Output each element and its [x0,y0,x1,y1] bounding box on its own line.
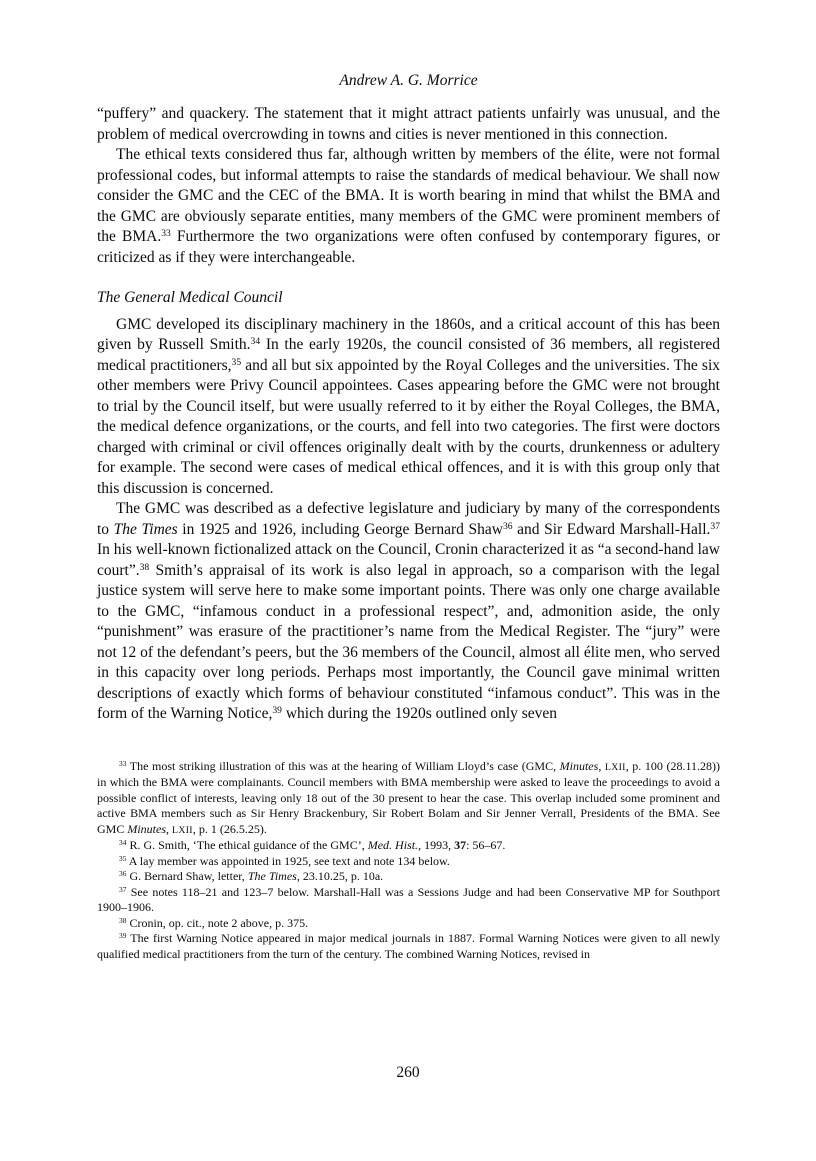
text-segment: Cronin, op. cit., note 2 above, p. 375. [129,915,309,930]
text-segment: The GMC was described as a defective legislature and judiciary by many of the correspondents to [97,500,720,538]
footnote-37 [97,885,720,916]
section-heading: The General Medical Council [97,289,283,306]
paragraph [97,145,720,268]
text-segment: The Times [247,869,297,883]
text-segment: Med. Hist. [367,838,419,852]
paragraph [97,104,720,145]
footnote-35 [97,854,720,870]
text-segment: , [166,821,173,836]
footnote-reference: 33 [161,228,171,240]
text-segment: and all but six appointed by the Royal Colleges and the universities. The six other members were Privy Council appointees. Cases appearing before the GMC were not brought to trial by the Council itself, but were usually referred to it by either the Royal Colleges, the BMA, the medical defence organizations, or the courts, and fell into two categories. The first were doctors charged with criminal or civil offences originally dealt with by the courts, drunkenness or adultery for example. The second were cases of medical ethical offences, and it is with this group only that this discussion is concerned. [97,356,720,497]
footnote-38 [97,916,720,932]
text-segment: G. Bernard Shaw, letter, [129,869,248,883]
text-segment: The Times [113,520,178,538]
paragraph [97,499,720,725]
page-number: 260 [396,1064,420,1081]
text-segment: Furthermore the two organizations were often confused by contemporary figures, or criticized as if they were interchangeable. [97,228,721,266]
text-segment: The ethical texts considered thus far, although written by members of the élite, were not formal professional codes, but informal attempts to raise the standards of medical behaviour. We shall now consider the GMC and the CEC of the BMA. It is worth bearing in mind that whilst the BMA and the GMC are obviously separate entities, many members of the GMC were prominent members of the BMA. [97,146,720,245]
running-header: Andrew A. G. Morrice [339,72,478,89]
footnote-marker: 39 [119,931,127,941]
footnote-reference: 34 [250,336,261,348]
text-segment: See notes 118–21 and 123–7 below. Marshall-Hall was a Sessions Judge and had been Conservative MP for Southport 1900–1906. [97,884,721,914]
text-segment: Minutes [559,758,599,773]
footnote-marker: 37 [119,884,127,894]
footnote-reference: 38 [139,561,150,573]
footnote-marker: 35 [119,853,127,863]
text-segment: GMC developed its disciplinary machinery in the 1860s, and a critical account of this has been given by Russell Smith. [97,315,720,353]
text-segment: : 56–67. [466,838,506,852]
footnote-marker: 34 [119,838,127,848]
text-segment: in 1925 and 1926, including George Bernard Shaw [177,520,503,538]
text-segment: 37 [454,838,467,852]
text-segment: The most striking illustration of this was at the hearing of William Lloyd’s case (GMC, [129,758,560,773]
text-segment: and Sir Edward Marshall-Hall. [512,520,711,538]
text-segment: The first Warning Notice appeared in major medical journals in 1887. Formal Warning Notices were given to all newly qualified medical practitioners from the turn of the century. The combined Warning Notices, revised in [97,931,720,961]
text-segment: “puffery” and quackery. The statement that it might attract patients unfairly was unusual, and the problem of medical overcrowding in towns and cities is never mentioned in this connection. [97,105,720,143]
footnote-36 [97,869,720,885]
paragraph [97,315,720,500]
text-segment: LXII [172,824,193,836]
text-segment: In his well-known fictionalized attack on the Council, Cronin characterized it as “a second-hand law court”. [97,541,720,579]
text-segment: A lay member was appointed in 1925, see text and note 134 below. [128,853,450,868]
body-text [97,104,720,725]
text-segment: Smith’s appraisal of its work is also legal in approach, so a comparison with the legal justice system will serve here to make some important points. There was only one charge available to the GMC, “infamous conduct in a professional respect”, and, admonition aside, the only “punishment” was erasure of the practitioner’s name from the Medical Register. The “jury” were not 12 of the defendant’s peers, but the 36 members of the Council, almost all élite men, who served in this capacity over long periods. Perhaps most importantly, the Council gave minimal written descriptions of exactly which forms of behaviour constituted “infamous conduct”. This was in the form of the Warning Notice, [97,561,720,722]
text-segment: , [598,758,605,773]
footnote-marker: 36 [119,869,127,879]
footnote-34 [97,838,720,854]
footnote-reference: 39 [272,705,282,717]
footnote-reference: 36 [502,520,513,532]
footnotes [97,759,720,963]
footnote-reference: 35 [231,356,242,368]
text-segment: , p. 100 (28.11.28)) in which the BMA were complainants. Council members with BMA membership were asked to leave the proceedings to avoid a possible conflict of interests, leaving only 18 out of the 30 present to hear the case. This overlap included some prominent and active BMA members such as Sir Henry Brackenbury, Sir Robert Bolam and Sir Jenner Verrall, Presidents of the BMA. See GMC [97,758,720,836]
text-segment: , 1993, [418,838,455,852]
footnote-reference: 37 [710,520,721,532]
footnote-33 [97,759,720,839]
footnote-39 [97,931,720,962]
text-segment: , p. 1 (26.5.25). [192,821,267,836]
text-segment: Minutes [127,821,167,836]
footnote-marker: 33 [119,758,127,768]
text-segment: R. G. Smith, ‘The ethical guidance of the GMC’, [129,838,368,852]
text-segment: , 23.10.25, p. 10a. [296,869,384,883]
text-segment: LXII [604,761,626,773]
text-segment: In the early 1920s, the council consisted of 36 members, all registered medical practitioners, [97,336,720,374]
text-segment: which during the 1920s outlined only seven [281,705,558,722]
page-content [97,72,720,962]
footnote-marker: 38 [119,915,127,925]
